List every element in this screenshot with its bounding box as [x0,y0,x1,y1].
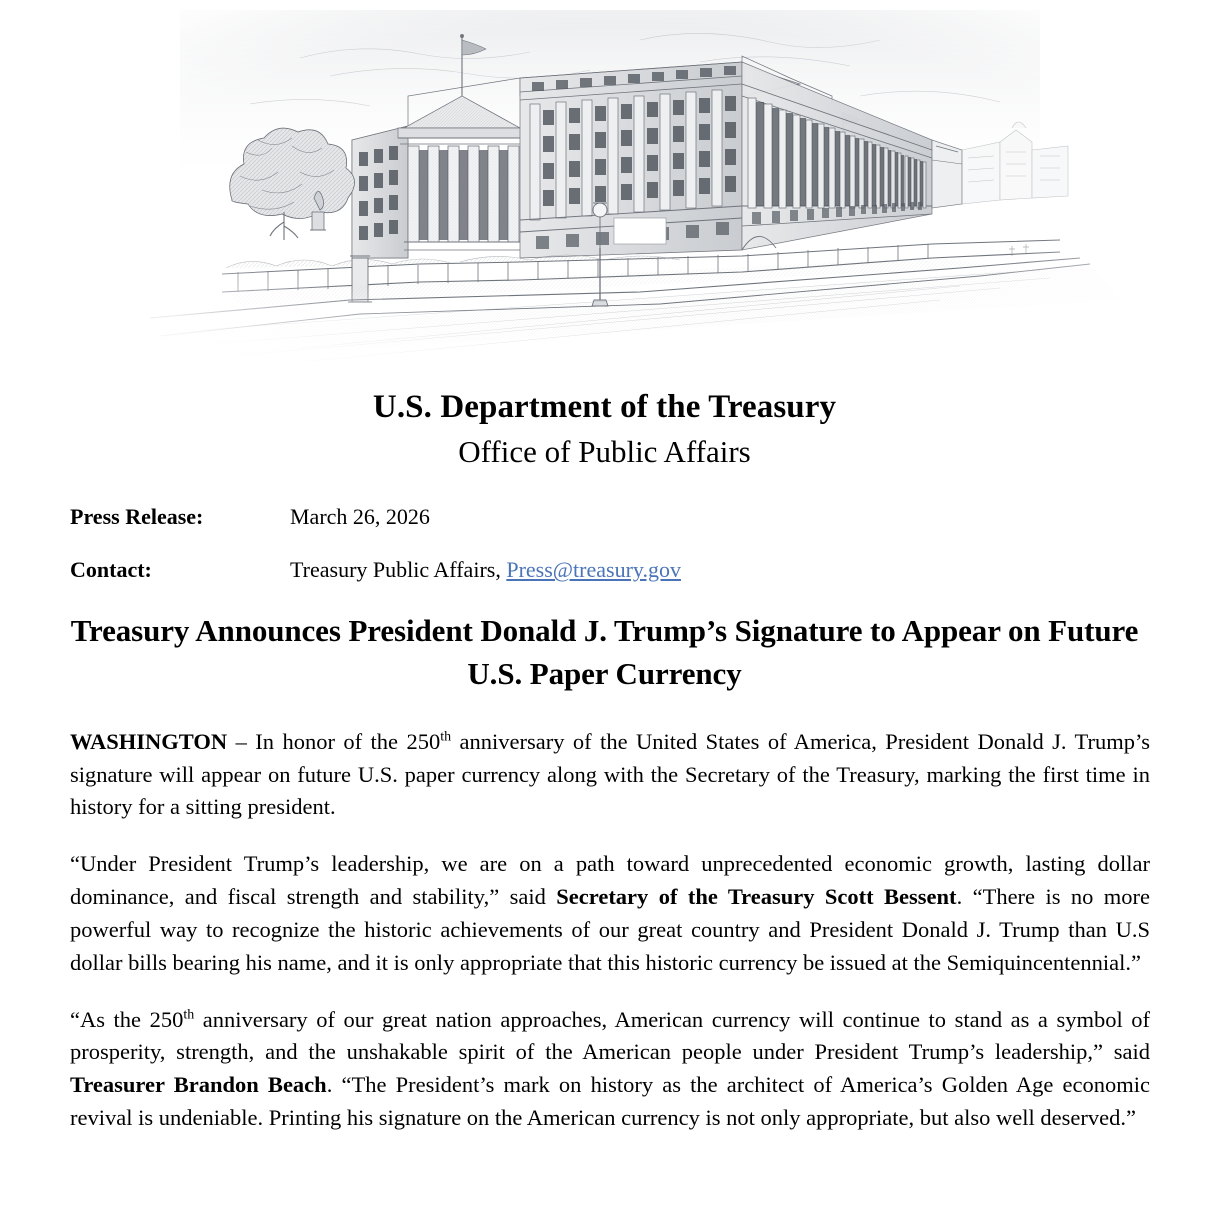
contact-row [70,557,1139,583]
dateline: WASHINGTON [70,728,228,754]
bessent-attribution: Secretary of the Treasury Scott Bessent [556,884,957,910]
treasury-building-engraving [0,0,1209,370]
org-subtitle: Office of Public Affairs [458,433,751,469]
paragraph-3-part-3: . “The President’s mark on history as the architect of America’s Golden Age economic revival is undeniable. Printing his signature on the American currency is not only appropriate, but also well deserved.” [70,1072,1150,1131]
paragraph-2-part-2: . “There is no more powerful way to recognize the historic achievements of our great country and President Donald J. Trump than U.S dollar bills bearing his name, and it is only appropriate that this historic currency be issued at the Semiquincentennial.” [70,884,1150,975]
paragraph-2-part-1: “Under President Trump’s leadership, we are on a path toward unprecedented economic growth, lasting dollar dominance, and fiscal strength and stability,” said [70,851,1150,910]
press-release-date: March 26, 2026 [290,504,430,530]
paragraph-2 [70,848,1150,979]
paragraph-3-part-1: “As the 250 [70,1006,184,1032]
contact-office: Treasury Public Affairs, [290,557,507,583]
release-metadata [0,504,1209,583]
paragraph-1-part-1: – In honor of the 250 [227,728,441,754]
ordinal-suffix-th: th [183,1007,195,1023]
contact-value [290,557,681,583]
masthead [0,0,1209,370]
paragraph-1-part-2: anniversary of the United States of America, President Donald J. Trump’s signature will appear on future U.S. paper currency along with the Secretary of the Treasury, marking the first time in history for a sitting president. [70,728,1150,820]
release-body [70,726,1150,1135]
ordinal-suffix-th: th [440,729,452,745]
page-title: Treasury Announces President Donald J. Trump’s Signature to Appear on Future U.S. Paper Currency [70,613,1139,691]
paragraph-3 [70,1004,1150,1135]
beach-attribution: Treasurer Brandon Beach [70,1072,327,1098]
paragraph-3-part-2: anniversary of our great nation approaches, American currency will continue to stand as a symbol of prosperity, strength, and the unshakable spirit of the American people under President Trump’s leadership,” said [70,1006,1150,1065]
press-release-label: Press Release: [70,504,204,530]
contact-email-link[interactable]: Press@treasury.gov [506,557,681,583]
paragraph-1 [70,726,1150,825]
contact-label: Contact: [70,557,152,583]
org-title: U.S. Department of the Treasury [372,389,837,425]
press-release-row [70,504,1139,530]
